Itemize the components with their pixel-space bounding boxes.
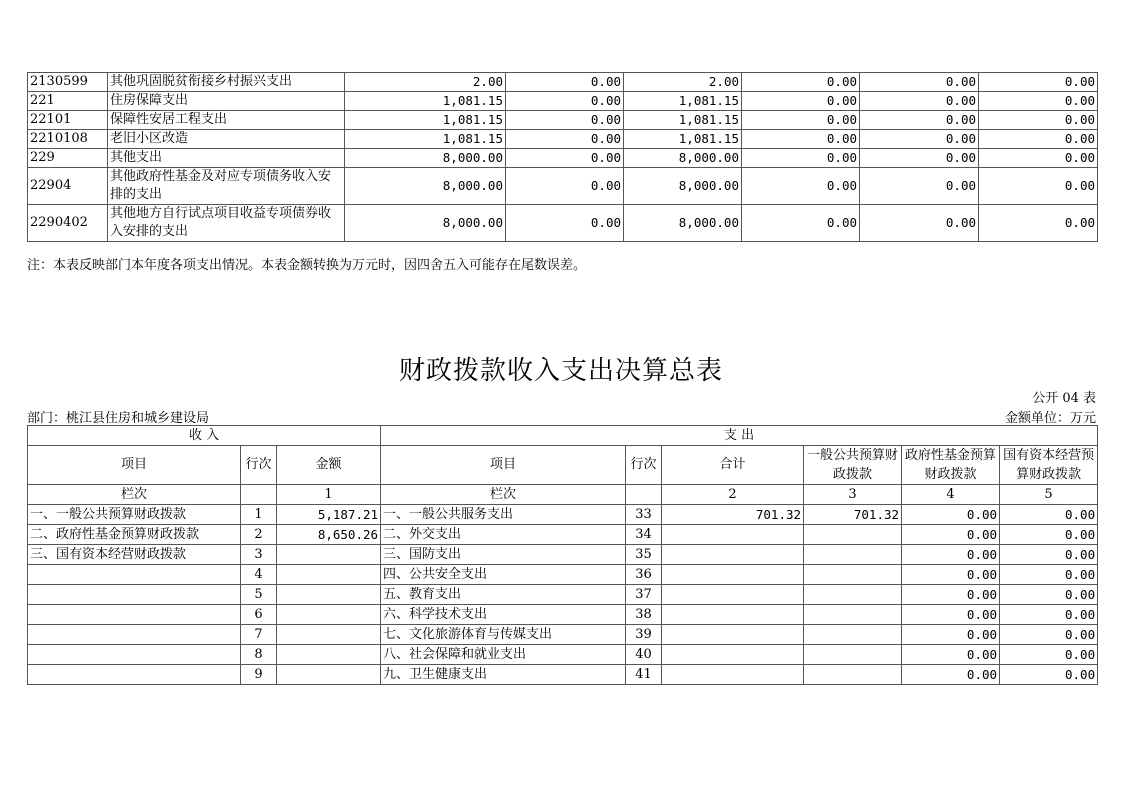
fund-budget-amount: 0.00 <box>902 505 1000 525</box>
amount-cell: 1,081.15 <box>624 130 742 149</box>
amount-cell: 0.00 <box>742 130 860 149</box>
fund-budget-header: 政府性基金预算财政拨款 <box>902 446 1000 485</box>
expense-row-number: 41 <box>626 665 662 685</box>
general-budget-amount <box>804 665 902 685</box>
col-num-5: 5 <box>1000 485 1098 505</box>
expense-item: 三、国防支出 <box>381 545 626 565</box>
amount-cell: 0.00 <box>860 168 979 205</box>
amount-cell: 0.00 <box>506 205 624 242</box>
expense-row-number: 34 <box>626 525 662 545</box>
general-budget-amount <box>804 625 902 645</box>
income-amount <box>277 665 381 685</box>
subject-name: 其他巩固脱贫衔接乡村振兴支出 <box>108 73 345 92</box>
amount-cell: 2.00 <box>345 73 506 92</box>
amount-cell: 0.00 <box>979 130 1098 149</box>
income-amount <box>277 645 381 665</box>
income-item: 二、政府性基金预算财政拨款 <box>28 525 241 545</box>
subject-code: 229 <box>28 149 108 168</box>
amount-cell: 8,000.00 <box>624 149 742 168</box>
table-row <box>28 665 1098 685</box>
amount-cell: 8,000.00 <box>624 168 742 205</box>
income-item <box>28 665 241 685</box>
amount-cell: 0.00 <box>860 92 979 111</box>
state-capital-amount: 0.00 <box>1000 625 1098 645</box>
table-row <box>28 149 1098 168</box>
expense-row-number: 37 <box>626 585 662 605</box>
subject-name: 其他支出 <box>108 149 345 168</box>
expense-item-header: 项目 <box>381 446 626 485</box>
income-row-number: 3 <box>241 545 277 565</box>
amount-cell: 0.00 <box>506 130 624 149</box>
subject-name: 其他政府性基金及对应专项债务收入安排的支出 <box>108 168 345 205</box>
expense-total <box>662 545 804 565</box>
income-row-number: 1 <box>241 505 277 525</box>
expense-total <box>662 625 804 645</box>
amount-cell: 0.00 <box>979 149 1098 168</box>
amount-cell: 0.00 <box>742 168 860 205</box>
table-row <box>28 92 1098 111</box>
page-title: 财政拨款收入支出决算总表 <box>398 356 723 386</box>
amount-cell: 0.00 <box>506 168 624 205</box>
income-item <box>28 585 241 605</box>
income-row-number: 5 <box>241 585 277 605</box>
department-label: 部门：桃江县住房和城乡建设局 <box>27 411 210 426</box>
col-num-4: 4 <box>902 485 1000 505</box>
amount-cell: 0.00 <box>506 111 624 130</box>
table-row <box>28 168 1098 205</box>
amount-cell: 0.00 <box>979 73 1098 92</box>
expense-item: 七、文化旅游体育与传媒支出 <box>381 625 626 645</box>
income-row-number: 2 <box>241 525 277 545</box>
expense-item: 五、教育支出 <box>381 585 626 605</box>
general-budget-amount <box>804 525 902 545</box>
blank-cell <box>626 485 662 505</box>
expense-item: 九、卫生健康支出 <box>381 665 626 685</box>
income-item: 一、一般公共预算财政拨款 <box>28 505 241 525</box>
state-capital-amount: 0.00 <box>1000 505 1098 525</box>
income-amount <box>277 605 381 625</box>
state-capital-amount: 0.00 <box>1000 565 1098 585</box>
table-row <box>28 605 1098 625</box>
amount-cell: 0.00 <box>742 92 860 111</box>
state-capital-amount: 0.00 <box>1000 545 1098 565</box>
general-budget-header: 一般公共预算财政拨款 <box>804 446 902 485</box>
expense-row-number: 33 <box>626 505 662 525</box>
subject-code: 221 <box>28 92 108 111</box>
subject-name: 其他地方自行试点项目收益专项债券收入安排的支出 <box>108 205 345 242</box>
amount-cell: 0.00 <box>742 149 860 168</box>
income-amount <box>277 545 381 565</box>
income-row-header: 行次 <box>241 446 277 485</box>
table-row <box>28 645 1098 665</box>
income-label-cell: 栏次 <box>28 485 241 505</box>
blank-cell <box>241 485 277 505</box>
fund-budget-amount: 0.00 <box>902 545 1000 565</box>
expense-total: 701.32 <box>662 505 804 525</box>
fund-budget-amount: 0.00 <box>902 625 1000 645</box>
expense-total <box>662 585 804 605</box>
fund-budget-amount: 0.00 <box>902 565 1000 585</box>
general-budget-amount <box>804 605 902 625</box>
amount-cell: 8,000.00 <box>345 205 506 242</box>
table-row <box>28 585 1098 605</box>
amount-cell: 0.00 <box>742 73 860 92</box>
amount-cell: 1,081.15 <box>624 92 742 111</box>
expense-total <box>662 665 804 685</box>
general-budget-amount <box>804 645 902 665</box>
summary-table <box>27 425 1098 685</box>
subject-code: 22101 <box>28 111 108 130</box>
income-row-number: 6 <box>241 605 277 625</box>
subject-code: 2210108 <box>28 130 108 149</box>
table-row <box>28 565 1098 585</box>
amount-cell: 0.00 <box>860 73 979 92</box>
income-amount-header: 金额 <box>277 446 381 485</box>
amount-cell: 0.00 <box>979 168 1098 205</box>
expense-item: 二、外交支出 <box>381 525 626 545</box>
subject-name: 老旧小区改造 <box>108 130 345 149</box>
amount-cell: 0.00 <box>860 205 979 242</box>
expense-item: 六、科学技术支出 <box>381 605 626 625</box>
general-budget-amount: 701.32 <box>804 505 902 525</box>
amount-cell: 0.00 <box>979 205 1098 242</box>
fund-budget-amount: 0.00 <box>902 525 1000 545</box>
table-row <box>28 625 1098 645</box>
expense-detail-table <box>27 72 1098 242</box>
table-note: 注：本表反映部门本年度各项支出情况。本表金额转换为万元时，因四舍五入可能存在尾数误差。 <box>27 258 587 273</box>
income-row-number: 9 <box>241 665 277 685</box>
table-row <box>28 505 1098 525</box>
expense-header: 支 出 <box>381 426 1098 446</box>
general-budget-amount <box>804 585 902 605</box>
col-num-2: 2 <box>662 485 804 505</box>
unit-label: 金额单位：万元 <box>1004 411 1096 426</box>
amount-cell: 0.00 <box>742 205 860 242</box>
income-item <box>28 645 241 665</box>
amount-cell: 1,081.15 <box>345 92 506 111</box>
expense-row-number: 39 <box>626 625 662 645</box>
income-amount <box>277 565 381 585</box>
table-row <box>28 545 1098 565</box>
table-row <box>28 130 1098 149</box>
amount-cell: 1,081.15 <box>345 130 506 149</box>
amount-cell: 0.00 <box>506 149 624 168</box>
income-row-number: 7 <box>241 625 277 645</box>
expense-label-cell: 栏次 <box>381 485 626 505</box>
expense-total-header: 合计 <box>662 446 804 485</box>
state-capital-amount: 0.00 <box>1000 605 1098 625</box>
col-num-1: 1 <box>277 485 381 505</box>
income-item <box>28 625 241 645</box>
amount-cell: 0.00 <box>860 130 979 149</box>
expense-item: 四、公共安全支出 <box>381 565 626 585</box>
income-item <box>28 565 241 585</box>
income-amount <box>277 585 381 605</box>
general-budget-amount <box>804 545 902 565</box>
amount-cell: 1,081.15 <box>624 111 742 130</box>
fund-budget-amount: 0.00 <box>902 585 1000 605</box>
amount-cell: 1,081.15 <box>345 111 506 130</box>
income-item-header: 项目 <box>28 446 241 485</box>
amount-cell: 0.00 <box>860 149 979 168</box>
expense-total <box>662 645 804 665</box>
amount-cell: 0.00 <box>979 111 1098 130</box>
amount-cell: 0.00 <box>506 73 624 92</box>
state-capital-header: 国有资本经营预算财政拨款 <box>1000 446 1098 485</box>
state-capital-amount: 0.00 <box>1000 665 1098 685</box>
col-num-3: 3 <box>804 485 902 505</box>
subject-code: 2290402 <box>28 205 108 242</box>
table-row <box>28 73 1098 92</box>
income-item: 三、国有资本经营财政拨款 <box>28 545 241 565</box>
table-row <box>28 205 1098 242</box>
subject-code: 2130599 <box>28 73 108 92</box>
amount-cell: 0.00 <box>979 92 1098 111</box>
amount-cell: 8,000.00 <box>345 149 506 168</box>
expense-item: 八、社会保障和就业支出 <box>381 645 626 665</box>
income-header: 收 入 <box>28 426 381 446</box>
income-row-number: 4 <box>241 565 277 585</box>
expense-total <box>662 525 804 545</box>
amount-cell: 0.00 <box>506 92 624 111</box>
general-budget-amount <box>804 565 902 585</box>
expense-row-number: 35 <box>626 545 662 565</box>
income-item <box>28 605 241 625</box>
expense-total <box>662 565 804 585</box>
income-amount: 8,650.26 <box>277 525 381 545</box>
expense-row-number: 40 <box>626 645 662 665</box>
fund-budget-amount: 0.00 <box>902 665 1000 685</box>
expense-row-number: 36 <box>626 565 662 585</box>
subject-name: 住房保障支出 <box>108 92 345 111</box>
state-capital-amount: 0.00 <box>1000 645 1098 665</box>
income-row-number: 8 <box>241 645 277 665</box>
amount-cell: 0.00 <box>742 111 860 130</box>
subject-name: 保障性安居工程支出 <box>108 111 345 130</box>
fund-budget-amount: 0.00 <box>902 605 1000 625</box>
table-row <box>28 111 1098 130</box>
expense-total <box>662 605 804 625</box>
amount-cell: 8,000.00 <box>624 205 742 242</box>
form-number: 公开 04 表 <box>1032 391 1096 406</box>
expense-item: 一、一般公共服务支出 <box>381 505 626 525</box>
table-row <box>28 525 1098 545</box>
fund-budget-amount: 0.00 <box>902 645 1000 665</box>
expense-row-number: 38 <box>626 605 662 625</box>
expense-row-header: 行次 <box>626 446 662 485</box>
amount-cell: 8,000.00 <box>345 168 506 205</box>
amount-cell: 2.00 <box>624 73 742 92</box>
income-amount: 5,187.21 <box>277 505 381 525</box>
state-capital-amount: 0.00 <box>1000 525 1098 545</box>
amount-cell: 0.00 <box>860 111 979 130</box>
income-amount <box>277 625 381 645</box>
state-capital-amount: 0.00 <box>1000 585 1098 605</box>
subject-code: 22904 <box>28 168 108 205</box>
